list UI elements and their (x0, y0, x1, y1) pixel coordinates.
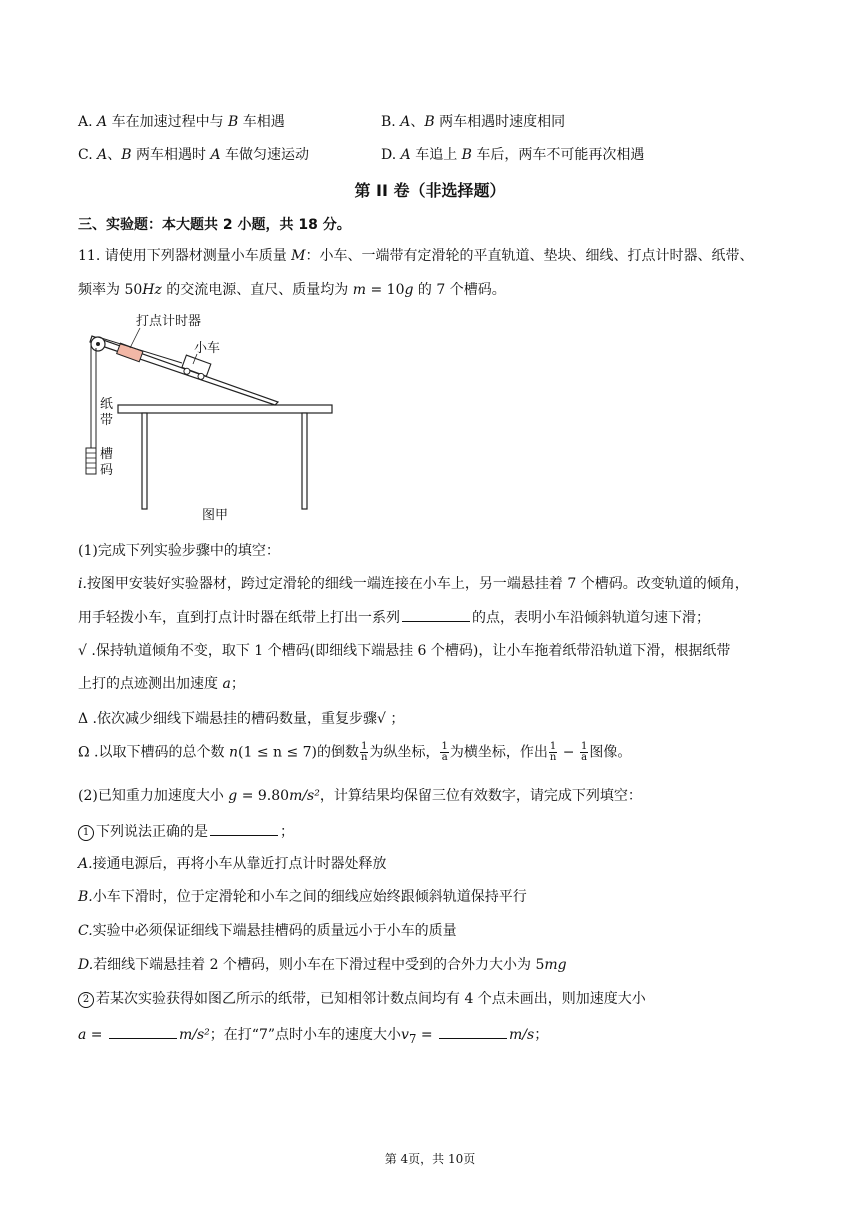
answer-blank-4[interactable] (439, 1024, 507, 1039)
table-leg-left (142, 413, 147, 509)
label-car: 小车 (194, 341, 221, 356)
part2-q2-line-1: 2 若某次实验获得如图乙所示的纸带，已知相邻计数点间均有 4 个点未画出，则加速度大小 (78, 989, 646, 1009)
part2-option-d: D.若细线下端悬挂着 2 个槽码，则小车在下滑过程中受到的合外力大小为 5mg (78, 957, 567, 973)
question-11-line-2: 频率为 50Hz 的交流电源、直尺、质量均为 m = 10g 的 7 个槽码。 (78, 282, 506, 298)
section-heading: 三、实验题：本大题共 2 小题，共 18 分。 (78, 217, 351, 233)
part2-q2-line-2: a = m/s²；在打“7”点时小车的速度大小$v_7 = m/s$； (78, 1024, 548, 1049)
label-tape-2: 带 (100, 413, 114, 428)
timer-body (117, 343, 143, 362)
answer-blank-1[interactable] (402, 607, 470, 622)
part2-q1: 1 下列说法正确的是 ； (78, 821, 294, 842)
table-leg-right (302, 413, 307, 509)
option-b: B. A、B 两车相遇时速度相同 (381, 114, 566, 130)
answer-blank-2[interactable] (210, 821, 278, 836)
weights (86, 448, 96, 474)
part2-option-c: C.实验中必须保证细线下端悬挂槽码的质量远小于小车的质量 (78, 923, 457, 939)
label-timer: 打点计时器 (136, 314, 202, 329)
table-top (118, 405, 332, 413)
figure-caption: 图甲 (202, 508, 229, 523)
page-footer: 第 4页，共 10页 (384, 1152, 476, 1166)
step-ii-line-2: 上打的点迹测出加速度 a； (78, 676, 245, 692)
label-weight-1: 槽 (100, 447, 114, 462)
step-iv: Ω .以取下槽码的总个数 n(1 ≤ n ≤ 7)的倒数 $\frac{1}{n}$ 为纵坐标， $\frac{1}{a}$ 为横坐标，作出 $\frac{1}{n}$ − $\frac{1}{a}$ 图像。 (78, 741, 632, 763)
option-a: A. A 车在加速过程中与 B 车相遇 (78, 114, 285, 130)
step-iii: Δ .依次减少细线下端悬挂的槽码数量，重复步骤√ ； (78, 711, 405, 727)
label-tape-1: 纸 (100, 397, 114, 412)
part2-intro: (2)已知重力加速度大小 g = 9.80m/s²，计算结果均保留三位有效数字，请完成下列填空： (78, 788, 642, 804)
section-title: 第 II 卷（非选择题） (354, 181, 506, 200)
option-c: C. A、B 两车相遇时 A 车做匀速运动 (78, 147, 310, 163)
part1-intro: (1)完成下列实验步骤中的填空： (78, 543, 280, 559)
label-weight-2: 码 (100, 463, 114, 478)
step-i-line-2: 用手轻拨小车，直到打点计时器在纸带上打出一系列 的点，表明小车沿倾斜轨道匀速下滑； (78, 607, 710, 628)
option-d: D. A 车追上 B 车后，两车不可能再次相遇 (381, 147, 645, 163)
fraction-1-over-n: $\frac{1}{n}$ (361, 741, 368, 763)
answer-blank-3[interactable] (109, 1024, 177, 1039)
step-ii-line-1: √ .保持轨道倾角不变，取下 1 个槽码(即细线下端悬挂 6 个槽码)，让小车拖着纸带沿轨道下滑，根据纸带 (78, 643, 731, 659)
figure-apparatus (78, 308, 348, 528)
question-11-line-1: 11. 请使用下列器材测量小车质量 M：小车、一端带有定滑轮的平直轨道、垫块、细线、打点计时器、纸带、 (78, 248, 754, 264)
part2-option-a: A.接通电源后，再将小车从靠近打点计时器处释放 (78, 856, 387, 872)
fraction-1-over-a: $\frac{1}{a}$ (441, 741, 448, 763)
step-i-line-1: i.按图甲安装好实验器材，跨过定滑轮的细线一端连接在小车上，另一端悬挂着 7 个槽码。改变轨道的倾角， (78, 576, 749, 592)
part2-option-b: B.小车下滑时，位于定滑轮和小车之间的细线应始终跟倾斜轨道保持平行 (78, 889, 527, 905)
